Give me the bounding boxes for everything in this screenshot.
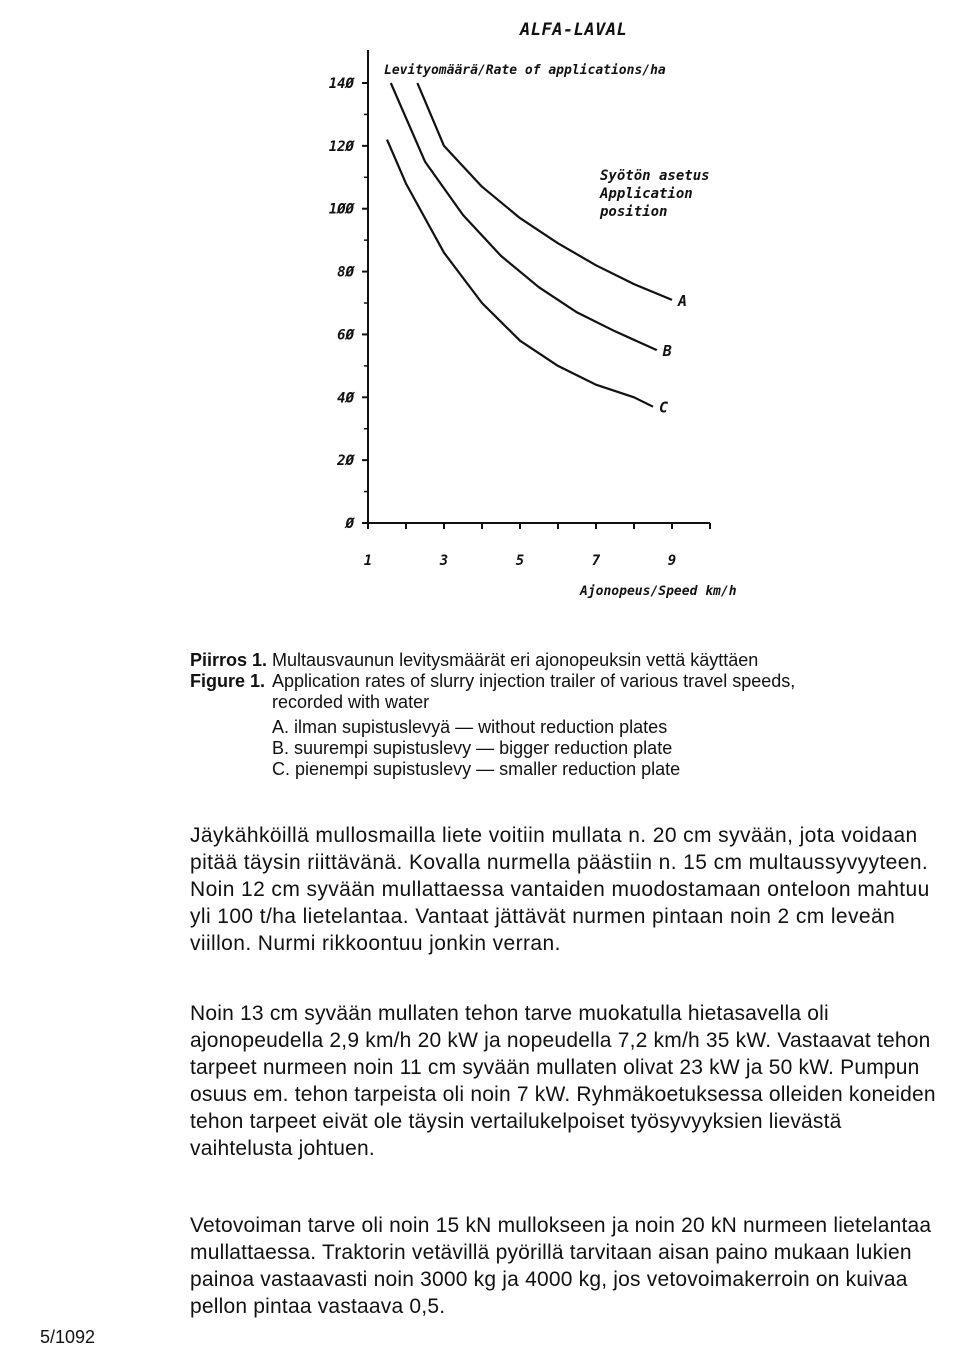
y-ticks [329, 76, 368, 532]
page-number: 5/1092 [40, 1327, 96, 1347]
legend-item-b: B. suurempi supistuslevy — bigger reduction plate [272, 738, 673, 758]
caption-text-en: Application rates of slurry injection trailer of various travel speeds, [272, 671, 796, 691]
x-tick-label: 1 [363, 553, 373, 569]
y-tick-label: 4Ø [337, 390, 354, 407]
brand-logo-text: ALFA-LAVAL [520, 20, 628, 40]
x-tick-label: 5 [515, 553, 525, 569]
x-axis-title: Ajonopeus/Speed km/h [580, 584, 737, 599]
paragraph: Jäykähköillä mullosmailla liete voitiin mullata n. 20 cm syvään, jota voidaan pitää täysin riittävänä. Kovalla nurmella päästiin n. 15 cm multaussyvyyteen. Noin 12 cm syvään mullattaessa vantaiden muodostamaan onteloon mahtuu yli 100 t/ha lietelantaa. Vantaat jättävät nurmen pintaan noin 2 cm leveän viillon. Nurmi rikkoontuu jonkin verran. [190, 824, 930, 955]
annotation-line-3: position [600, 204, 668, 220]
caption-label-en: Figure 1. [190, 671, 266, 691]
caption-label-fi: Piirros 1. [190, 650, 268, 670]
series-label-a: A [678, 291, 688, 310]
paragraph: Vetovoiman tarve oli noin 15 kN mullokseen ja noin 20 kN nurmeen lietelantaa mullattaessa. Traktorin vetävillä pyörillä tarvitaan aisan paino mukaan lukien painoa vastaavasti noin 3000 kg ja 4000 kg, jos vetovoimakerroin on kuivaa pellon pintaa vastaava 0,5. [190, 1214, 932, 1318]
x-tick-label: 7 [591, 553, 601, 569]
y-axis-title: Levityomäärä/Rate of applications/ha [384, 63, 666, 78]
paragraph: Noin 13 cm syvään mullaten tehon tarve muokatulla hietasavella oli ajonopeudella 2,9 km/h 20 kW ja nopeudella 7,2 km/h 35 kW. Vastaavat tehon tarpeet nurmeen noin 11 cm syvään mullaten olivat 23 kW ja 50 kW. Pumpun osuus em. tehon tarpeista oli noin 7 kW. Ryhmäkoetuksessa olleiden koneiden tehon tarpeet eivät ole täysin vertailukelpoiset työsyvyyksien lievästä vaihtelusta johtuen. [190, 1002, 936, 1160]
x-ticks [364, 523, 710, 569]
y-tick-label: 1ØØ [328, 201, 354, 218]
y-tick-label: 8Ø [337, 264, 354, 281]
x-tick-label: 3 [439, 553, 449, 569]
y-tick-label: 14Ø [328, 76, 354, 92]
caption-legend [190, 717, 795, 780]
series-label-c: C [659, 398, 669, 417]
series-lines [387, 83, 687, 417]
series-label-b: B [662, 342, 672, 361]
y-tick-label: 6Ø [337, 327, 354, 344]
figure-caption [190, 650, 795, 780]
y-tick-label: 2Ø [337, 453, 354, 470]
caption-text-en-cont: recorded with water [272, 692, 430, 712]
application-rate-chart [0, 40, 960, 610]
y-tick-label: 12Ø [328, 138, 354, 155]
caption-text-fi: Multausvaunun levitysmäärät eri ajonopeuksin vettä käyttäen [272, 650, 759, 670]
legend-item-a: A. ilman supistuslevyä — without reduction plates [272, 717, 668, 737]
annotation-line-1: Syötön asetus [600, 168, 710, 184]
x-tick-label: 9 [667, 553, 677, 569]
annotation-line-2: Application [600, 186, 693, 202]
legend-item-c: C. pienempi supistuslevy — smaller reduction plate [272, 759, 681, 779]
y-tick-label: Ø [345, 516, 354, 532]
